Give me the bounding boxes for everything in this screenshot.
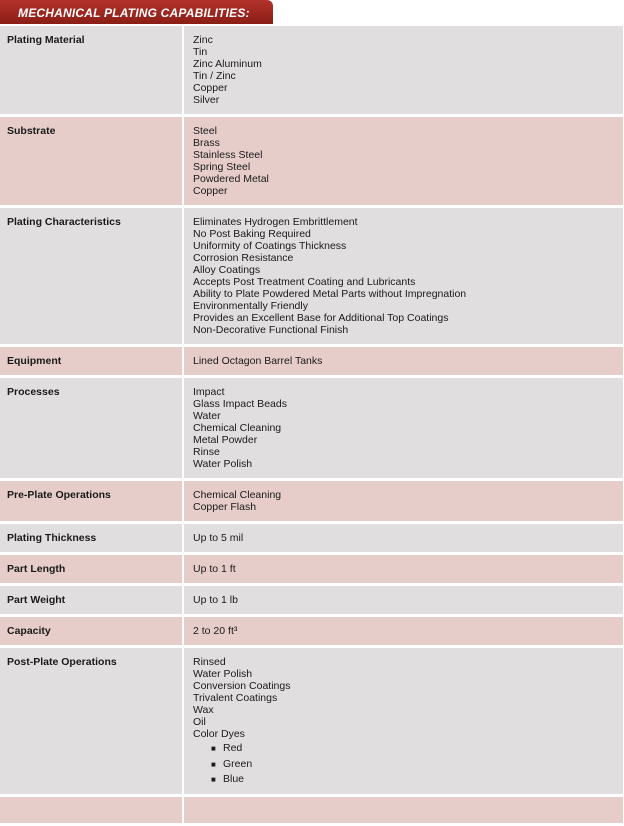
row-value: Up to 5 mil bbox=[193, 532, 244, 544]
row-values bbox=[184, 797, 623, 826]
list-item bbox=[211, 742, 616, 755]
row-value: Non-Decorative Functional Finish bbox=[193, 324, 349, 336]
table-row bbox=[0, 524, 623, 555]
row-value: Copper bbox=[193, 82, 228, 94]
row-value: Copper Flash bbox=[193, 501, 257, 513]
row-label: Part Length bbox=[0, 555, 184, 586]
capabilities-table bbox=[0, 26, 623, 826]
row-label: Substrate bbox=[0, 117, 184, 208]
bullet-icon: ■ bbox=[211, 775, 216, 785]
row-values bbox=[184, 208, 623, 347]
row-values bbox=[184, 648, 623, 797]
list-item bbox=[211, 773, 616, 786]
row-label: Capacity bbox=[0, 617, 184, 648]
row-value: Tin bbox=[193, 46, 208, 58]
bullet-icon: ■ bbox=[211, 759, 216, 769]
row-value: Wax bbox=[193, 704, 214, 716]
row-values bbox=[184, 26, 623, 117]
row-value: Oil bbox=[193, 716, 206, 728]
row-values bbox=[184, 481, 623, 524]
table-row bbox=[0, 26, 623, 117]
row-label: Processes bbox=[0, 378, 184, 481]
row-value: Color Dyes bbox=[193, 728, 245, 740]
row-label: Plating Thickness bbox=[0, 524, 184, 555]
row-value: Up to 1 lb bbox=[193, 594, 238, 606]
row-value: Water bbox=[193, 410, 221, 422]
row-value: Silver bbox=[193, 94, 220, 106]
row-value: Zinc Aluminum bbox=[193, 58, 262, 70]
color-dye-list bbox=[193, 742, 616, 786]
row-values bbox=[184, 586, 623, 617]
row-value: Up to 1 ft bbox=[193, 563, 236, 575]
table-row bbox=[0, 208, 623, 347]
row-value: Brass bbox=[193, 137, 220, 149]
bullet-icon: ■ bbox=[211, 744, 216, 754]
row-value: Accepts Post Treatment Coating and Lubricants bbox=[193, 276, 416, 288]
row-value: Steel bbox=[193, 125, 217, 137]
row-value: Stainless Steel bbox=[193, 149, 263, 161]
row-value: Alloy Coatings bbox=[193, 264, 261, 276]
row-value: Lined Octagon Barrel Tanks bbox=[193, 355, 323, 367]
row-label bbox=[0, 797, 184, 826]
row-value: Conversion Coatings bbox=[193, 680, 291, 692]
row-value: Metal Powder bbox=[193, 434, 258, 446]
row-value: Rinsed bbox=[193, 656, 226, 668]
table-row bbox=[0, 648, 623, 797]
list-item-label: Green bbox=[223, 757, 253, 770]
row-values bbox=[184, 617, 623, 648]
section-title-tab: MECHANICAL PLATING CAPABILITIES: bbox=[0, 0, 273, 24]
row-value: Spring Steel bbox=[193, 161, 251, 173]
table-row-partial bbox=[0, 797, 623, 826]
row-value: Provides an Excellent Base for Additional Top Coatings bbox=[193, 312, 449, 324]
table-row bbox=[0, 555, 623, 586]
row-label: Plating Characteristics bbox=[0, 208, 184, 347]
row-value: Eliminates Hydrogen Embrittlement bbox=[193, 216, 358, 228]
row-value: Glass Impact Beads bbox=[193, 398, 287, 410]
list-item bbox=[211, 758, 616, 771]
row-value: Copper bbox=[193, 185, 228, 197]
row-values bbox=[184, 347, 623, 378]
table-row bbox=[0, 378, 623, 481]
row-value: Corrosion Resistance bbox=[193, 252, 294, 264]
row-value: Powdered Metal bbox=[193, 173, 269, 185]
row-value: Water Polish bbox=[193, 458, 253, 470]
table-row bbox=[0, 617, 623, 648]
row-value: No Post Baking Required bbox=[193, 228, 311, 240]
row-label: Part Weight bbox=[0, 586, 184, 617]
row-value: Chemical Cleaning bbox=[193, 422, 282, 434]
row-value: Rinse bbox=[193, 446, 220, 458]
row-values bbox=[184, 524, 623, 555]
row-value: Environmentally Friendly bbox=[193, 300, 308, 312]
list-item-label: Red bbox=[223, 742, 243, 755]
table-row bbox=[0, 347, 623, 378]
row-value: Impact bbox=[193, 386, 225, 398]
row-value: 2 to 20 ft³ bbox=[193, 625, 238, 637]
row-values bbox=[184, 555, 623, 586]
row-label: Post-Plate Operations bbox=[0, 648, 184, 797]
row-value: Chemical Cleaning bbox=[193, 489, 282, 501]
row-value: Ability to Plate Powdered Metal Parts without Impregnation bbox=[193, 288, 467, 300]
list-item-label: Blue bbox=[223, 773, 245, 786]
table-row bbox=[0, 481, 623, 524]
row-label: Pre-Plate Operations bbox=[0, 481, 184, 524]
row-values bbox=[184, 378, 623, 481]
row-values bbox=[184, 117, 623, 208]
row-value: Trivalent Coatings bbox=[193, 692, 278, 704]
row-value: Zinc bbox=[193, 34, 213, 46]
row-value: Tin / Zinc bbox=[193, 70, 236, 82]
row-value: Uniformity of Coatings Thickness bbox=[193, 240, 347, 252]
row-label: Plating Material bbox=[0, 26, 184, 117]
row-label: Equipment bbox=[0, 347, 184, 378]
row-value: Water Polish bbox=[193, 668, 253, 680]
table-row bbox=[0, 117, 623, 208]
table-row bbox=[0, 586, 623, 617]
